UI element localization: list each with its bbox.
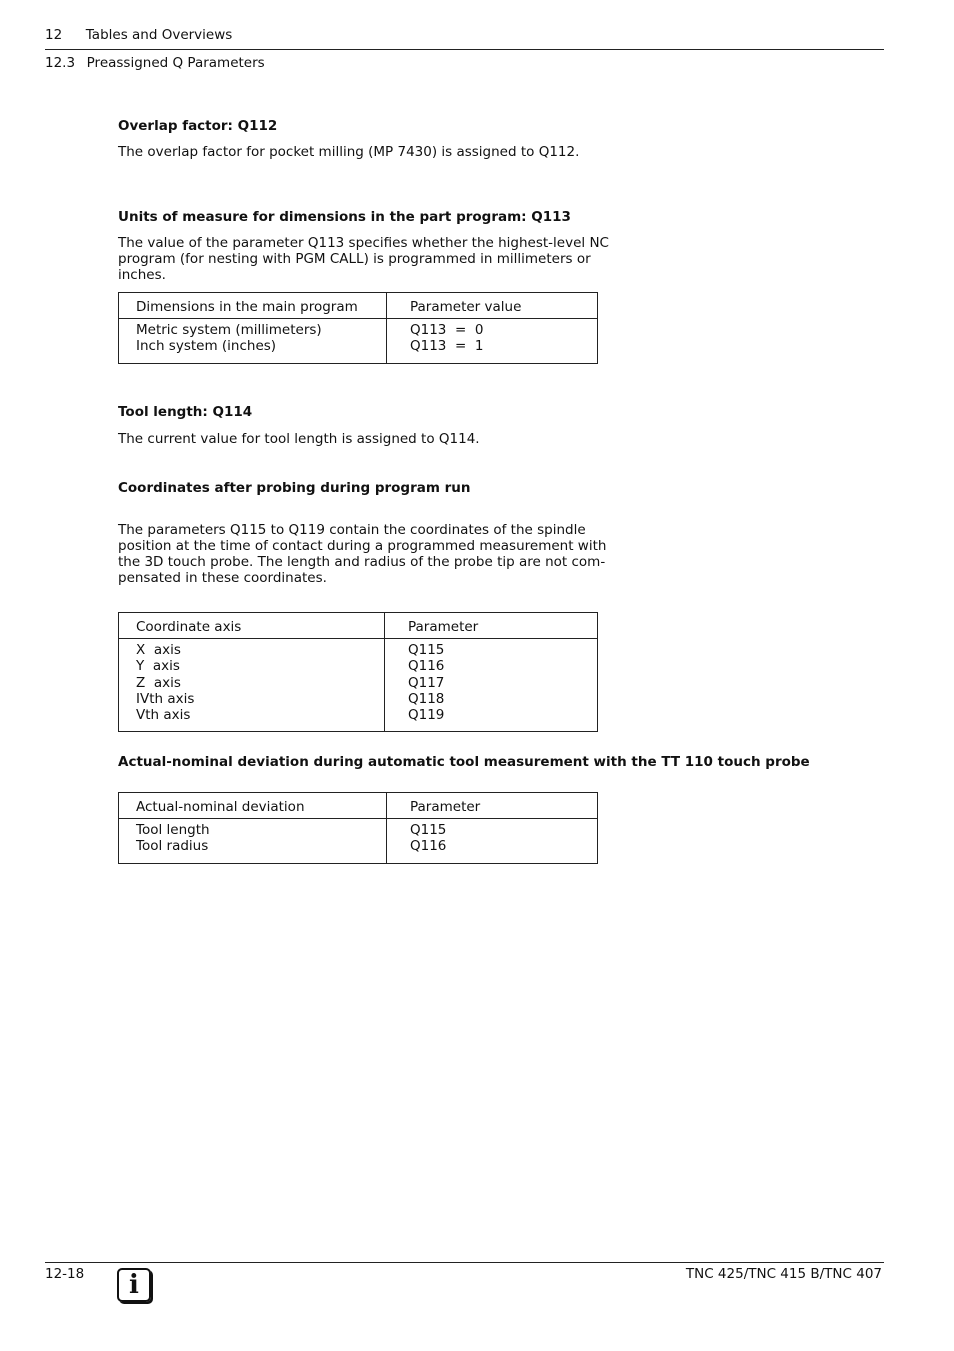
deviation-table — [118, 792, 598, 864]
info-icon-glyph: i — [129, 1270, 139, 1300]
table-cell: Vth axis — [136, 707, 191, 724]
table-cell: Q113 = 1 — [410, 338, 484, 355]
probing-line: The parameters Q115 to Q119 contain the coordinates of the spindle — [118, 522, 586, 538]
deviation-table-header-2: Parameter — [387, 793, 598, 819]
units-table-header-1: Dimensions in the main program — [119, 293, 387, 319]
info-icon — [117, 1268, 151, 1302]
units-table — [118, 292, 598, 364]
table-cell: Y axis — [136, 658, 180, 675]
units-line: program (for nesting with PGM CALL) is programmed in millimeters or — [118, 251, 591, 267]
table-cell: X axis — [136, 642, 181, 658]
probing-table-col2 — [385, 639, 598, 732]
table-cell: Q118 — [408, 690, 445, 707]
probing-table-header-1: Coordinate axis — [119, 613, 385, 639]
page-number: 12-18 — [45, 1266, 85, 1282]
table-cell: Inch system (inches) — [136, 338, 277, 355]
footer-rule — [45, 1262, 884, 1263]
table-cell: Q113 = 0 — [410, 322, 484, 338]
table-cell: Q115 — [408, 642, 445, 658]
header-rule — [45, 49, 884, 50]
units-table-col1 — [119, 319, 387, 364]
overlap-heading: Overlap factor: Q112 — [118, 118, 278, 134]
table-cell: Q116 — [410, 838, 447, 855]
chapter-header — [45, 27, 232, 43]
table-cell: Tool radius — [136, 838, 209, 855]
probing-table — [118, 612, 598, 732]
probing-line: the 3D touch probe. The length and radius of the probe tip are not com- — [118, 554, 606, 570]
product-name: TNC 425/TNC 415 B/TNC 407 — [685, 1266, 882, 1282]
table-cell: Q116 — [408, 658, 445, 675]
deviation-table-header-1: Actual-nominal deviation — [119, 793, 387, 819]
table-cell: Q115 — [410, 822, 447, 838]
tool-length-heading: Tool length: Q114 — [118, 404, 253, 420]
probing-line: pensated in these coordinates. — [118, 570, 327, 586]
section-number: 12.3 — [45, 55, 76, 71]
tool-length-text: The current value for tool length is assigned to Q114. — [118, 431, 480, 447]
units-paragraph — [118, 235, 609, 283]
probing-line: position at the time of contact during a programmed measurement with — [118, 538, 607, 554]
deviation-table-col1 — [119, 819, 387, 864]
probing-paragraph — [118, 522, 606, 586]
section-header — [45, 55, 265, 71]
table-cell: Z axis — [136, 674, 181, 691]
table-cell: Q119 — [408, 707, 445, 724]
deviation-heading: Actual-nominal deviation during automatic tool measurement with the TT 110 touch probe — [118, 754, 810, 770]
units-heading: Units of measure for dimensions in the part program: Q113 — [118, 209, 571, 225]
deviation-table-col2 — [387, 819, 598, 864]
units-table-col2 — [387, 319, 598, 364]
units-line: The value of the parameter Q113 specifies whether the highest-level NC — [118, 235, 609, 251]
table-cell: Metric system (millimeters) — [136, 322, 322, 338]
section-title: Preassigned Q Parameters — [86, 55, 265, 71]
table-cell: Tool length — [136, 822, 210, 838]
units-line: inches. — [118, 267, 166, 283]
probing-table-header-2: Parameter — [385, 613, 598, 639]
units-table-header-2: Parameter value — [387, 293, 598, 319]
overlap-text: The overlap factor for pocket milling (MP 7430) is assigned to Q112. — [118, 144, 580, 160]
table-cell: Q117 — [408, 674, 445, 691]
table-cell: IVth axis — [136, 690, 195, 707]
chapter-number: 12 — [45, 27, 63, 43]
probing-table-col1 — [119, 639, 385, 732]
chapter-title: Tables and Overviews — [85, 27, 233, 43]
probing-heading: Coordinates after probing during program run — [118, 480, 471, 496]
